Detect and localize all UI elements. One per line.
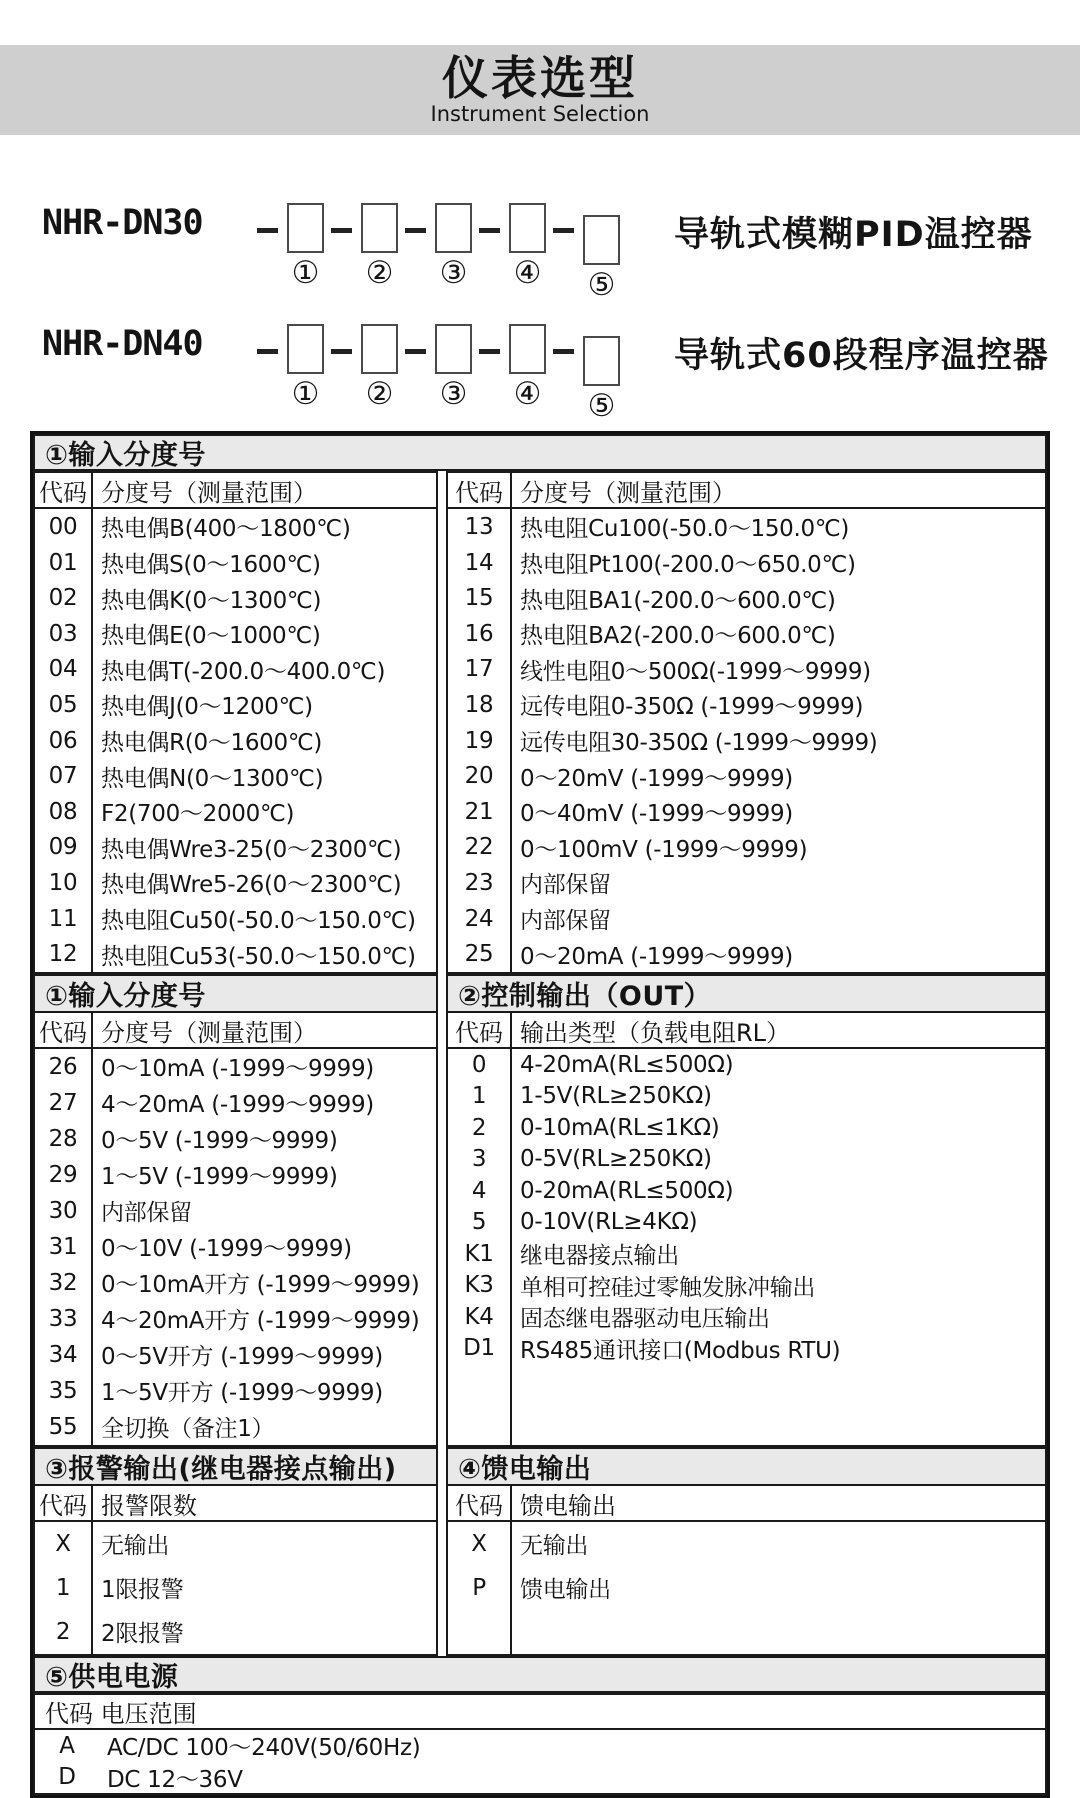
table-row	[35, 901, 436, 937]
cell-label: 热电阻Cu50(-50.0～150.0℃)	[101, 908, 416, 935]
cell-label: 0-20mA(RL≤500Ω)	[520, 1177, 734, 1204]
table-row	[448, 687, 1045, 723]
table-row	[35, 687, 436, 723]
section-power-supply	[33, 1656, 1047, 1795]
cell-code: 2	[35, 1610, 93, 1654]
cell-code: 11	[35, 901, 93, 937]
column-headers	[448, 1013, 1045, 1049]
cell-code: 2	[448, 1112, 512, 1144]
table-row	[448, 1238, 1045, 1270]
cell-code: 34	[35, 1337, 93, 1373]
table-row	[448, 545, 1045, 581]
column-headers	[448, 473, 1045, 509]
column-header-label: 分度号（测量范围）	[101, 1018, 317, 1047]
table-row	[35, 509, 436, 545]
cell-label: 0～5V开方 (-1999～9999)	[101, 1344, 383, 1371]
cell-label: 热电阻Cu100(-50.0～150.0℃)	[520, 516, 850, 543]
cell-label: 1限报警	[101, 1577, 184, 1604]
cell-code: D1	[448, 1332, 512, 1364]
cell-code: 30	[35, 1193, 93, 1229]
column-headers	[35, 473, 436, 509]
section-input-division-1-half-0	[33, 471, 438, 974]
table-row	[448, 901, 1045, 937]
cell-label: 固态继电器驱动电压输出	[520, 1306, 770, 1333]
column-headers	[448, 1486, 1045, 1522]
table-row	[448, 794, 1045, 830]
cell-label: 热电偶Wre5-26(0～2300℃)	[101, 872, 402, 899]
cell-code: 22	[448, 830, 512, 866]
table-row	[448, 509, 1045, 545]
cell-code: 17	[448, 652, 512, 688]
dash	[405, 349, 426, 354]
cell-label: 内部保留	[520, 872, 611, 899]
cell-code: X	[448, 1522, 512, 1566]
table-row	[35, 1049, 436, 1085]
table-row	[448, 1566, 1045, 1610]
model-description: 导轨式模糊PID温控器	[674, 215, 1033, 255]
table-row	[35, 830, 436, 866]
cell-code: 20	[448, 758, 512, 794]
subsection-header: ①输入分度号	[35, 976, 436, 1013]
table-row	[448, 1112, 1045, 1144]
cell-code: 05	[35, 687, 93, 723]
cell-label: DC 12～36V	[107, 1766, 243, 1793]
cell-label: 全切换（备注1）	[101, 1416, 275, 1443]
section-input-division-2-and-control-output	[33, 974, 1047, 1447]
cell-label: RS485通讯接口(Modbus RTU)	[520, 1337, 841, 1364]
slot-number: ②	[365, 255, 394, 291]
code-slot-box	[583, 215, 620, 265]
table-row	[35, 758, 436, 794]
selection-table	[30, 431, 1050, 1798]
cell-code: 27	[35, 1085, 93, 1121]
rows	[35, 1049, 436, 1445]
code-slot-box	[435, 203, 472, 253]
table-row	[35, 1157, 436, 1193]
cell-code: 28	[35, 1121, 93, 1157]
cell-label: 0-10mA(RL≤1KΩ)	[520, 1114, 720, 1141]
cell-code: 04	[35, 652, 93, 688]
cell-code: 06	[35, 723, 93, 759]
cell-code: 1	[448, 1080, 512, 1112]
cell-code: 18	[448, 687, 512, 723]
cell-label: 远传电阻30-350Ω (-1999～9999)	[520, 730, 878, 757]
section-input-division-1-header: ①输入分度号	[33, 434, 1047, 471]
table-row	[35, 1409, 436, 1445]
column-header-code: 代码	[448, 1486, 512, 1521]
cell-label: 热电偶R(0～1600℃)	[101, 730, 323, 757]
cell-code: K4	[448, 1301, 512, 1333]
rows	[448, 1522, 1045, 1654]
table-row	[448, 758, 1045, 794]
cell-code: K3	[448, 1269, 512, 1301]
page-subtitle: Instrument Selection	[430, 102, 650, 127]
cell-code: 1	[35, 1566, 93, 1610]
cell-code: K1	[448, 1238, 512, 1270]
section-power-supply-half-0	[33, 1693, 1047, 1795]
column-headers	[35, 1486, 436, 1522]
cell-label: 0～5V (-1999～9999)	[101, 1128, 338, 1155]
table-row	[448, 1143, 1045, 1175]
cell-code: 01	[35, 545, 93, 581]
cell-label: 无输出	[101, 1533, 170, 1560]
column-header-label: 输出类型（负载电阻RL）	[520, 1018, 791, 1047]
table-row	[35, 1337, 436, 1373]
cell-label: 热电偶T(-200.0～400.0℃)	[101, 658, 386, 685]
subsection-header: ③报警输出(继电器接点输出)	[35, 1449, 436, 1486]
cell-code: 3	[448, 1143, 512, 1175]
cell-code: 23	[448, 865, 512, 901]
column-header-code: 代码	[448, 1013, 512, 1048]
table-row	[35, 1301, 436, 1337]
cell-label: 0～10V (-1999～9999)	[101, 1236, 352, 1263]
code-slot-box	[361, 324, 398, 374]
cell-label: 4～20mA开方 (-1999～9999)	[101, 1308, 420, 1335]
slot-number: ④	[513, 255, 542, 291]
cell-code: 00	[35, 509, 93, 545]
cell-code: 32	[35, 1265, 93, 1301]
dash	[479, 349, 500, 354]
section-input-division-2-and-control-output-half-1	[446, 974, 1047, 1447]
model-code-slots	[250, 308, 620, 423]
cell-code: 19	[448, 723, 512, 759]
table-row	[448, 616, 1045, 652]
code-slot-box	[287, 324, 324, 374]
cell-label: AC/DC 100～240V(50/60Hz)	[107, 1735, 421, 1762]
slot-number: ②	[365, 376, 394, 413]
column-headers: 代码 电压范围	[35, 1695, 1045, 1730]
filler	[448, 1364, 1045, 1445]
cell-code: 31	[35, 1229, 93, 1265]
rows	[35, 1522, 436, 1654]
rows	[35, 509, 436, 972]
cell-code: 5	[448, 1206, 512, 1238]
cell-code: 07	[35, 758, 93, 794]
cell-label: 热电阻Pt100(-200.0～650.0℃)	[520, 552, 856, 579]
cell-label: 热电偶K(0～1300℃)	[101, 587, 322, 614]
cell-code: 25	[448, 936, 512, 972]
table-row	[448, 723, 1045, 759]
section-input-division-1	[33, 434, 1047, 974]
cell-label: 热电偶N(0～1300℃)	[101, 765, 324, 792]
dash	[553, 349, 574, 354]
code-slot-box	[509, 324, 546, 374]
subsection-header: ④馈电输出	[448, 1449, 1045, 1486]
table-row	[448, 830, 1045, 866]
cell-code: 13	[448, 509, 512, 545]
cell-code: 03	[35, 616, 93, 652]
cell-code: 16	[448, 616, 512, 652]
table-row	[35, 936, 436, 972]
section-input-division-2-and-control-output-half-0	[33, 974, 438, 1447]
cell-label: 0～40mV (-1999～9999)	[520, 801, 793, 828]
column-header-label: 分度号（测量范围）	[101, 479, 317, 508]
rows	[35, 1730, 1045, 1793]
cell-code: 55	[35, 1409, 93, 1445]
table-row	[35, 616, 436, 652]
dash	[479, 228, 500, 233]
cell-label: 线性电阻0～500Ω(-1999～9999)	[520, 658, 871, 685]
cell-label: 1～5V开方 (-1999～9999)	[101, 1380, 383, 1407]
column-header-code: 代码	[35, 1486, 93, 1521]
cell-code: P	[448, 1566, 512, 1610]
cell-code: 10	[35, 865, 93, 901]
code-slot-box	[509, 203, 546, 253]
slot-number: ①	[291, 376, 320, 413]
cell-label: 热电阻Cu53(-50.0～150.0℃)	[101, 943, 416, 970]
table-row	[35, 580, 436, 616]
cell-label: 远传电阻0-350Ω (-1999～9999)	[520, 694, 864, 721]
cell-label: 热电偶J(0～1200℃)	[101, 694, 313, 721]
cell-code: D	[58, 1764, 76, 1791]
slot-number: ③	[439, 376, 468, 413]
filler	[448, 1610, 1045, 1654]
table-row	[35, 794, 436, 830]
table-row	[448, 1269, 1045, 1301]
table-row	[448, 1522, 1045, 1566]
column-divider-gap	[438, 974, 446, 1447]
cell-code: 26	[35, 1049, 93, 1085]
column-divider-gap	[438, 1447, 446, 1656]
table-row	[448, 1301, 1045, 1333]
dash	[331, 228, 352, 233]
cell-label: 2限报警	[101, 1621, 184, 1648]
table-row	[35, 1121, 436, 1157]
rows	[448, 1049, 1045, 1445]
model-name: NHR-DN40	[42, 324, 203, 365]
section-power-supply-header: ⑤供电电源	[33, 1656, 1047, 1693]
cell-label: 0-5V(RL≥250KΩ)	[520, 1146, 712, 1173]
cell-code: 0	[448, 1049, 512, 1081]
table-row	[448, 652, 1045, 688]
model-code-diagrams	[42, 187, 1080, 423]
table-row	[448, 1332, 1045, 1364]
table-row	[448, 1175, 1045, 1207]
cell-code: X	[35, 1522, 93, 1566]
code-slot-box	[435, 324, 472, 374]
table-row	[35, 1566, 436, 1610]
code-slot-box	[361, 203, 398, 253]
dash	[405, 228, 426, 233]
cell-label: 热电偶Wre3-25(0～2300℃)	[101, 836, 402, 863]
cell-code: 02	[35, 580, 93, 616]
section-alarm-output-and-feed-output-half-0	[33, 1447, 438, 1656]
table-row	[35, 545, 436, 581]
column-divider-gap	[438, 471, 446, 974]
table-row	[448, 1049, 1045, 1081]
cell-label: 1-5V(RL≥250KΩ)	[520, 1083, 712, 1110]
cell-label: 内部保留	[520, 908, 611, 935]
table-row	[448, 580, 1045, 616]
table-row	[35, 652, 436, 688]
cell-code: A	[59, 1732, 75, 1759]
cell-label: 0～10mA (-1999～9999)	[101, 1056, 374, 1083]
column-header-label: 报警限数	[101, 1491, 197, 1520]
dash	[331, 349, 352, 354]
cell-label: F2(700～2000℃)	[101, 801, 295, 828]
model-row-nhr-dn30	[42, 187, 1080, 302]
table-row	[35, 1373, 436, 1409]
code-slot-box	[583, 336, 620, 386]
column-header-label: 分度号（测量范围）	[520, 479, 736, 508]
cell-label: 无输出	[520, 1533, 589, 1560]
table-row	[35, 1265, 436, 1301]
cell-code: 35	[35, 1373, 93, 1409]
model-description: 导轨式60段程序温控器	[674, 336, 1049, 377]
code-slot-box	[287, 203, 324, 253]
cell-label: 热电偶E(0～1000℃)	[101, 623, 321, 650]
table-row	[35, 723, 436, 759]
cell-label: 内部保留	[101, 1200, 192, 1227]
model-row-nhr-dn40	[42, 308, 1080, 423]
cell-code: 09	[35, 830, 93, 866]
cell-code: 21	[448, 794, 512, 830]
cell-label: 0～20mV (-1999～9999)	[520, 765, 793, 792]
slot-number: ①	[291, 255, 320, 291]
cell-label: 4～20mA (-1999～9999)	[101, 1092, 374, 1119]
table-row	[35, 1522, 436, 1566]
slot-number: ④	[513, 376, 542, 413]
cell-label: 0-10V(RL≥4KΩ)	[520, 1209, 698, 1236]
cell-label: 热电偶B(400～1800℃)	[101, 516, 351, 543]
table-row	[448, 1080, 1045, 1112]
cell-label: 热电阻BA1(-200.0～600.0℃)	[520, 587, 836, 614]
cell-label: 1～5V (-1999～9999)	[101, 1164, 338, 1191]
model-code-slots	[250, 187, 620, 302]
column-header-code: 代码	[35, 473, 93, 508]
section-alarm-output-and-feed-output-half-1	[446, 1447, 1047, 1656]
cell-label: 4-20mA(RL≤500Ω)	[520, 1051, 734, 1078]
cell-label: 单相可控硅过零触发脉冲输出	[520, 1274, 816, 1301]
page-title: 仪表选型	[442, 50, 638, 105]
cell-code: 24	[448, 901, 512, 937]
title-band	[0, 45, 1080, 135]
slot-number: ⑤	[587, 267, 616, 303]
column-headers	[35, 1013, 436, 1049]
table-row	[448, 936, 1045, 972]
cell-code: 12	[35, 936, 93, 972]
column-header-code: 代码	[448, 473, 512, 508]
cell-code: 15	[448, 580, 512, 616]
table-row	[35, 1761, 1045, 1793]
cell-label: 馈电输出	[520, 1577, 611, 1604]
table-row	[35, 1229, 436, 1265]
dash	[257, 349, 278, 354]
slot-number: ⑤	[587, 388, 616, 425]
cell-label: 热电阻BA2(-200.0～600.0℃)	[520, 623, 836, 650]
column-header-label: 馈电输出	[520, 1491, 616, 1520]
cell-code: 33	[35, 1301, 93, 1337]
section-input-division-1-half-1	[446, 471, 1047, 974]
cell-code: 08	[35, 794, 93, 830]
cell-code: 14	[448, 545, 512, 581]
cell-label: 热电偶S(0～1600℃)	[101, 552, 321, 579]
cell-code: 4	[448, 1175, 512, 1207]
table-row	[35, 1193, 436, 1229]
cell-label: 0～20mA (-1999～9999)	[520, 943, 793, 970]
column-header-code: 代码	[35, 1013, 93, 1048]
section-alarm-output-and-feed-output	[33, 1447, 1047, 1656]
slot-number: ③	[439, 255, 468, 291]
cell-code: 29	[35, 1157, 93, 1193]
table-row	[35, 1610, 436, 1654]
table-row	[35, 1085, 436, 1121]
dash	[553, 228, 574, 233]
cell-label: 继电器接点输出	[520, 1243, 679, 1270]
table-row	[35, 865, 436, 901]
dash	[257, 228, 278, 233]
table-row	[448, 1206, 1045, 1238]
cell-label: 0～100mV (-1999～9999)	[520, 836, 808, 863]
table-row	[448, 865, 1045, 901]
model-name: NHR-DN30	[42, 203, 203, 243]
subsection-header: ②控制输出（OUT）	[448, 976, 1045, 1013]
cell-label: 0～10mA开方 (-1999～9999)	[101, 1272, 420, 1299]
rows	[448, 509, 1045, 972]
